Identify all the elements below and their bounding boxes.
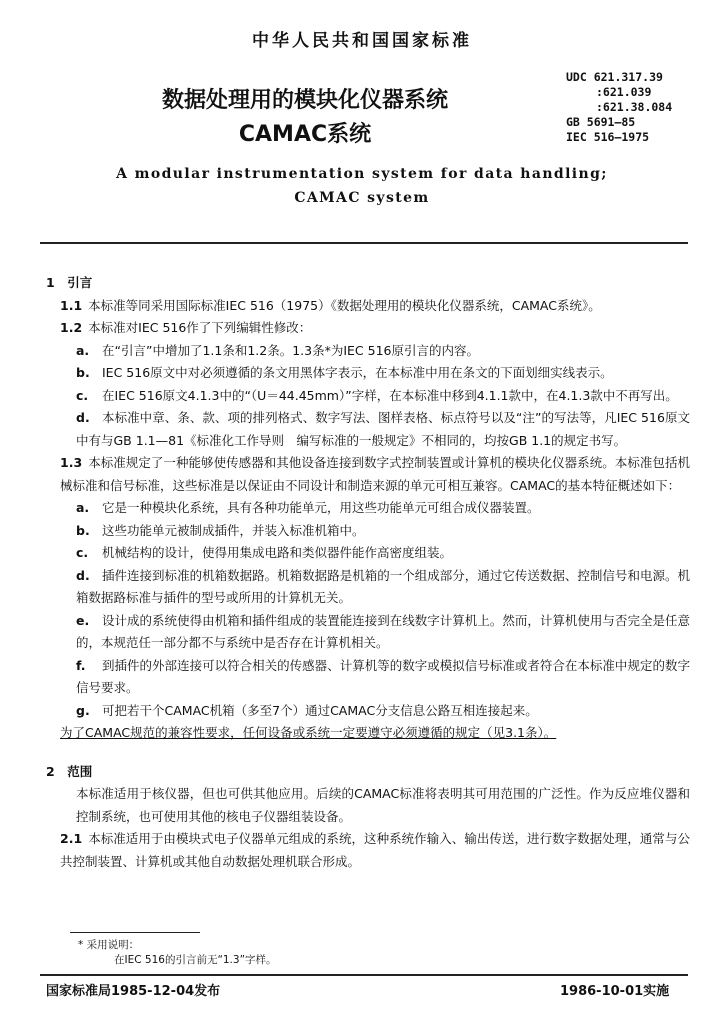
item-letter: d. bbox=[76, 410, 90, 425]
gb-code: GB 5691—85 bbox=[566, 115, 636, 129]
item-1-2-a bbox=[46, 340, 690, 363]
item-letter: d. bbox=[76, 567, 90, 583]
item-1-3-b bbox=[46, 520, 690, 543]
item-letter: g. bbox=[76, 702, 90, 718]
footnote-line-2: 在IEC 516的引言前无“1.3”字样。 bbox=[114, 954, 277, 966]
title-cn bbox=[90, 84, 520, 152]
title-en-line-2: CAMAC system bbox=[294, 190, 430, 206]
item-1-3-a bbox=[46, 497, 690, 520]
item-text: 这些功能单元被制成插件，并装入标准机箱中。 bbox=[102, 522, 365, 538]
clause-text: 本标准对IEC 516作了下列编辑性修改： bbox=[88, 320, 312, 335]
item-letter: f. bbox=[76, 657, 86, 673]
section-2-paragraph: 本标准适用于核仪器，但也可供其他应用。后续的CAMAC标准将表明其可用范围的广泛性。作为反应堆仪器和控制系统，也可使用其他的核电子仪器组装设备。 bbox=[76, 786, 690, 824]
item-letter: c. bbox=[76, 545, 89, 560]
item-text: 本标准中章、条、款、项的排列格式、数字写法、图样表格、标点符号以及“注”的写法等，凡IEC 516原文中有与GB 1.1—81《标准化工作导则 编写标准的一般规定》不相同的，均按GB 1.1的规定书写。 bbox=[76, 410, 690, 448]
item-text: IEC 516原文中对必须遵循的条文用黑体字表示，在本标准中用在条文的下面划细实线表示。 bbox=[102, 365, 613, 380]
item-text: 插件连接到标准的机箱数据路。机箱数据路是机箱的一个组成部分，通过它传送数据、控制信号和电源。机箱数据路标准与插件的型号或所用的计算机无关。 bbox=[76, 567, 690, 605]
clause-1-3 bbox=[46, 452, 690, 497]
item-1-3-g bbox=[46, 700, 690, 723]
clause-text: 本标准等同采用国际标准IEC 516（1975）《数据处理用的模块化仪器系统，CAMAC系统》。 bbox=[88, 297, 601, 313]
section-1-title: 1 引言 bbox=[46, 275, 93, 290]
item-text: 可把若干个CAMAC机箱（多至7个）通过CAMAC分支信息公路互相连接起来。 bbox=[102, 702, 538, 718]
issue-date: 国家标准局1985-12-04发布 bbox=[46, 984, 221, 999]
item-text: 在IEC 516原文4.1.3中的“（U＝44.45mm）”字样，在本标准中移到4.1.1款中，在4.1.3款中不再写出。 bbox=[102, 387, 678, 403]
clause-number: 1.1 bbox=[60, 297, 83, 313]
item-1-3-e bbox=[46, 610, 690, 655]
item-letter: a. bbox=[76, 342, 90, 358]
section-gap bbox=[46, 745, 690, 759]
clause-1-1 bbox=[46, 295, 690, 318]
title-cn-line-1: 数据处理用的模块化仪器系统 bbox=[161, 88, 448, 113]
item-text: 它是一种模块化系统，具有各种功能单元，用这些功能单元可组合成仪器装置。 bbox=[102, 500, 540, 515]
item-letter: a. bbox=[76, 500, 90, 515]
clause-text: 本标准适用于由模块式电子仪器单元组成的系统，这种系统作输入、输出传送，进行数字数据处理，通常与公共控制装置、计算机或其他自动数据处理机联合形成。 bbox=[60, 831, 690, 869]
item-1-2-b bbox=[46, 362, 690, 385]
footnote bbox=[78, 938, 277, 968]
udc-code-3: :621.38.084 bbox=[596, 100, 673, 114]
item-letter: c. bbox=[76, 387, 89, 403]
classification-codes bbox=[566, 70, 716, 145]
item-1-2-c bbox=[46, 385, 690, 408]
clause-1-2 bbox=[46, 317, 690, 340]
compatibility-note: 为了CAMAC规范的兼容性要求，任何设备或系统一定要遵守必须遵循的规定（见3.1条）。 bbox=[60, 725, 557, 740]
header-divider bbox=[40, 242, 688, 244]
udc-code: UDC 621.317.39 bbox=[566, 70, 663, 84]
clause-2-1 bbox=[46, 828, 690, 873]
footnote-divider bbox=[70, 932, 200, 933]
item-letter: e. bbox=[76, 612, 90, 628]
document-body bbox=[46, 270, 690, 873]
iec-code: IEC 516—1975 bbox=[566, 130, 650, 144]
udc-code-2: :621.039 bbox=[596, 85, 652, 99]
item-text: 机械结构的设计，使得用集成电路和类似器件能作高密度组装。 bbox=[102, 545, 453, 560]
item-letter: b. bbox=[76, 522, 90, 538]
item-1-3-f bbox=[46, 655, 690, 700]
clause-number: 1.2 bbox=[60, 320, 83, 335]
clause-number: 1.3 bbox=[60, 455, 83, 470]
title-cn-line-2: CAMAC系统 bbox=[238, 122, 372, 147]
item-1-2-d bbox=[46, 407, 690, 452]
clause-text: 本标准规定了一种能够使传感器和其他设备连接到数字式控制装置或计算机的模块化仪器系统。本标准包括机械标准和信号标准，这些标准是以保证由不同设计和制造来源的单元可相互兼容。CAMAC的基本特征概述如下： bbox=[60, 455, 690, 493]
item-1-3-d bbox=[46, 565, 690, 610]
item-text: 设计成的系统使得由机箱和插件组成的装置能连接到在线数字计算机上。然而，计算机使用与否完全是任意的，本规范任一部分都不与系统中是否存在计算机相关。 bbox=[76, 612, 690, 650]
title-en-line-1: A modular instrumentation system for data handling; bbox=[116, 166, 608, 182]
section-2-title: 2 范围 bbox=[46, 763, 93, 779]
item-1-3-c bbox=[46, 542, 690, 565]
footer-divider bbox=[40, 974, 688, 976]
title-en bbox=[0, 162, 724, 210]
item-text: 到插件的外部连接可以符合相关的传感器、计算机等的数字或模拟信号标准或者符合在本标准中规定的数字信号要求。 bbox=[76, 657, 690, 695]
item-letter: b. bbox=[76, 365, 90, 380]
item-text: 在“引言”中增加了1.1条和1.2条。1.3条*为IEC 516原引言的内容。 bbox=[102, 342, 479, 358]
clause-number: 2.1 bbox=[60, 831, 83, 846]
footnote-line-1: * 采用说明： bbox=[78, 939, 140, 951]
effective-date: 1986-10-01实施 bbox=[560, 984, 670, 999]
standard-header: 中华人民共和国国家标准 bbox=[252, 31, 472, 51]
